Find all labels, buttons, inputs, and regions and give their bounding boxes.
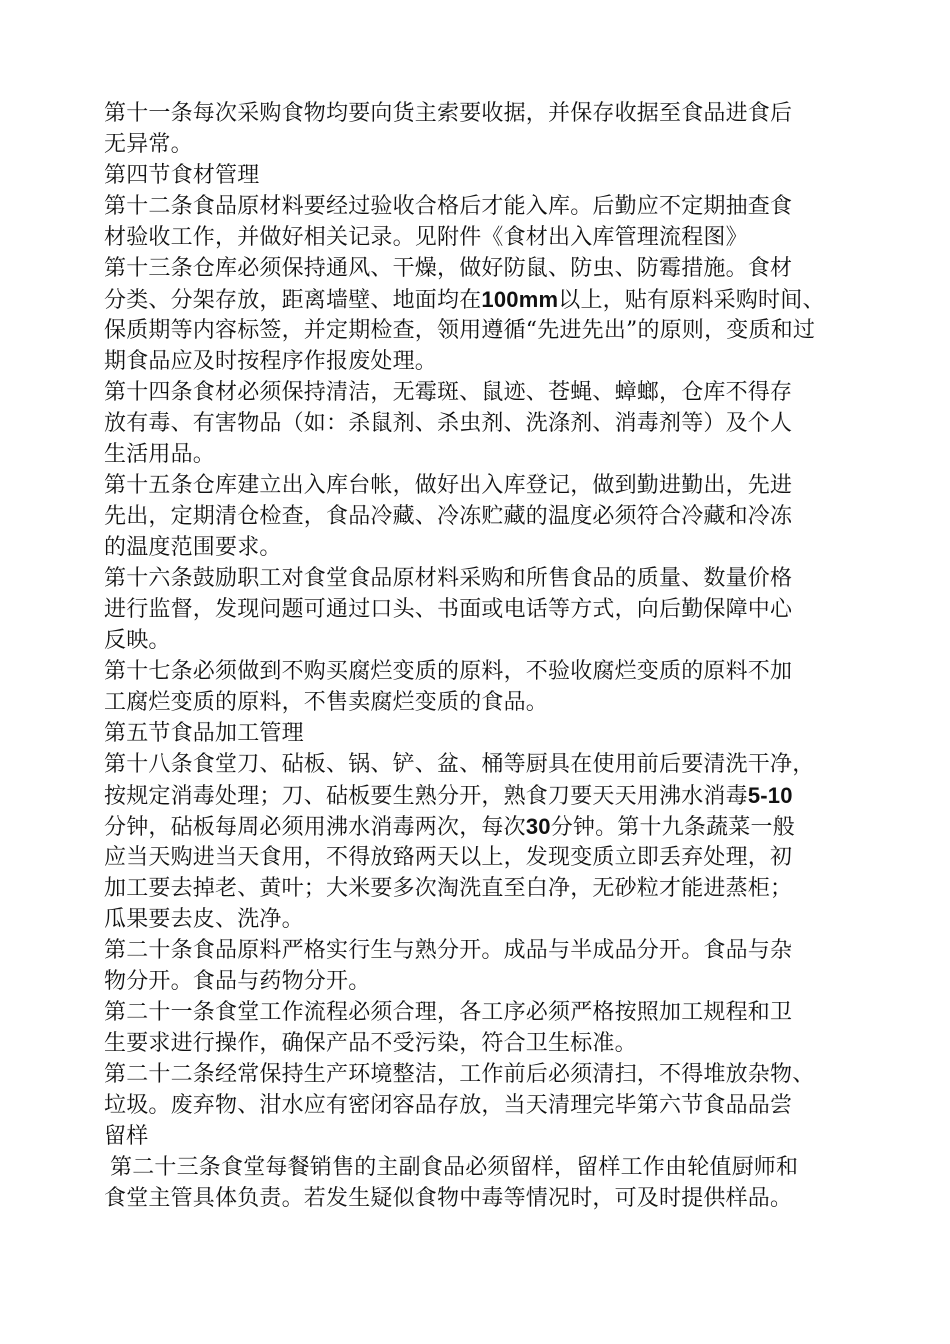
text-segment: 第十四条食材必须保持清洁，无霉斑、鼠迹、苍蝇、蟑螂，仓库不得存 (104, 380, 793, 405)
text-segment: 留样 (104, 1124, 149, 1149)
text-line (104, 501, 874, 532)
text-segment: 先出，定期清仓检查，食品冷藏、冷冻贮藏的温度必须符合冷藏和冷冻 (104, 504, 793, 529)
text-line (104, 98, 874, 129)
text-line (104, 129, 874, 160)
text-line (104, 594, 874, 625)
text-line (104, 191, 874, 222)
text-line (104, 997, 874, 1028)
text-line (104, 873, 874, 904)
text-line (104, 966, 874, 997)
text-line (104, 749, 874, 780)
text-segment: 工腐烂变质的原料，不售卖腐烂变质的食品。 (104, 690, 549, 715)
text-line (104, 1028, 874, 1059)
text-line (104, 718, 874, 749)
number-value: 100mm (481, 287, 559, 312)
text-line (104, 1152, 874, 1183)
text-segment: 无异常。 (104, 132, 193, 157)
text-segment: 加工要去掉老、黄叶；大米要多次淘洗直至白净，无砂粒才能进蒸柜； (104, 876, 793, 901)
text-segment: 第十六条鼓励职工对食堂食品原材料采购和所售食品的质量、数量价格 (104, 566, 793, 591)
text-segment: 第十一条每次采购食物均要向货主索要收据，并保存收据至食品进食后 (104, 101, 793, 126)
text-segment: 反映。 (104, 628, 171, 653)
number-value: 30 (525, 814, 551, 839)
text-line (104, 1121, 874, 1152)
text-line (104, 315, 874, 346)
text-line (104, 346, 874, 377)
text-segment: 第十七条必须做到不购买腐烂变质的原料，不验收腐烂变质的原料不加 (104, 659, 793, 684)
text-segment: 保质期等内容标签，并定期检查，领用遵循“先进先出”的原则，变质和过 (104, 318, 816, 343)
text-segment: 放有毒、有害物品（如：杀鼠剂、杀虫剂、洗涤剂、消毒剂等）及个人 (104, 411, 793, 436)
text-line (104, 687, 874, 718)
text-segment: 第五节食品加工管理 (104, 721, 304, 746)
text-segment: 第二十二条经常保持生产环境整洁，工作前后必须清扫，不得堆放杂物、 (104, 1062, 815, 1087)
text-line (104, 935, 874, 966)
text-segment: 分类、分架存放，距离墙壁、地面均在 (104, 288, 482, 313)
text-segment: 垃圾。废弃物、泔水应有密闭容品存放，当天清理完毕第六节食品品尝 (104, 1093, 793, 1118)
text-line (104, 563, 874, 594)
text-segment: 分钟，砧板每周必须用沸水消毒两次，每次 (104, 815, 526, 840)
text-segment: 生活用品。 (104, 442, 216, 467)
text-line (104, 439, 874, 470)
text-segment: 物分开。食品与药物分开。 (104, 969, 371, 994)
text-segment: 分钟。第十九条蔬菜一般 (550, 815, 795, 840)
text-segment: 期食品应及时按程序作报废处理。 (104, 349, 438, 374)
text-segment: 按规定消毒处理；刀、砧板要生熟分开，熟食刀要天天用沸水消毒 (104, 784, 748, 809)
text-line (104, 408, 874, 439)
text-segment: 第十五条仓库建立出入库台帐，做好出入库登记，做到勤进勤出，先进 (104, 473, 793, 498)
text-line (104, 656, 874, 687)
text-segment: 第十二条食品原材料要经过验收合格后才能入库。后勤应不定期抽查食 (104, 194, 793, 219)
text-segment: 第二十一条食堂工作流程必须合理，各工序必须严格按照加工规程和卫 (104, 1000, 793, 1025)
text-line (104, 625, 874, 656)
text-line (104, 377, 874, 408)
text-line (104, 1090, 874, 1121)
text-segment: 第十三条仓库必须保持通风、干燥，做好防鼠、防虫、防霉措施。食材 (104, 256, 793, 281)
text-line (104, 222, 874, 253)
text-segment: 的温度范围要求。 (104, 535, 282, 560)
text-segment: 应当天购进当天食用，不得放臵两天以上，发现变质立即丢弃处理，初 (104, 845, 793, 870)
text-segment: 进行监督，发现问题可通过口头、书面或电话等方式，向后勤保障中心 (104, 597, 793, 622)
text-segment: 第二十三条食堂每餐销售的主副食品必须留样，留样工作由轮值厨师和 (110, 1155, 799, 1180)
text-line (104, 811, 874, 842)
text-segment: 第十八条食堂刀、砧板、锅、铲、盆、桶等厨具在使用前后要清洗干净， (104, 752, 815, 777)
text-line (104, 1059, 874, 1090)
text-segment: 瓜果要去皮、洗净。 (104, 907, 304, 932)
text-segment: 以上，贴有原料采购时间、 (558, 288, 825, 313)
text-segment: 第二十条食品原料严格实行生与熟分开。成品与半成品分开。食品与杂 (104, 938, 793, 963)
text-segment: 食堂主管具体负责。若发生疑似食物中毒等情况时，可及时提供样品。 (104, 1186, 793, 1211)
text-line (104, 253, 874, 284)
text-line (104, 904, 874, 935)
document-body (104, 98, 874, 1214)
text-line (104, 1183, 874, 1214)
text-segment: 材验收工作，并做好相关记录。见附件《食材出入库管理流程图》 (104, 225, 748, 250)
text-line (104, 780, 874, 811)
text-line (104, 532, 874, 563)
number-value: 5-10 (747, 783, 793, 808)
text-line (104, 842, 874, 873)
text-line (104, 470, 874, 501)
text-line (104, 160, 874, 191)
text-line (104, 284, 874, 315)
text-segment: 第四节食材管理 (104, 163, 260, 188)
text-segment: 生要求进行操作，确保产品不受污染，符合卫生标准。 (104, 1031, 637, 1056)
